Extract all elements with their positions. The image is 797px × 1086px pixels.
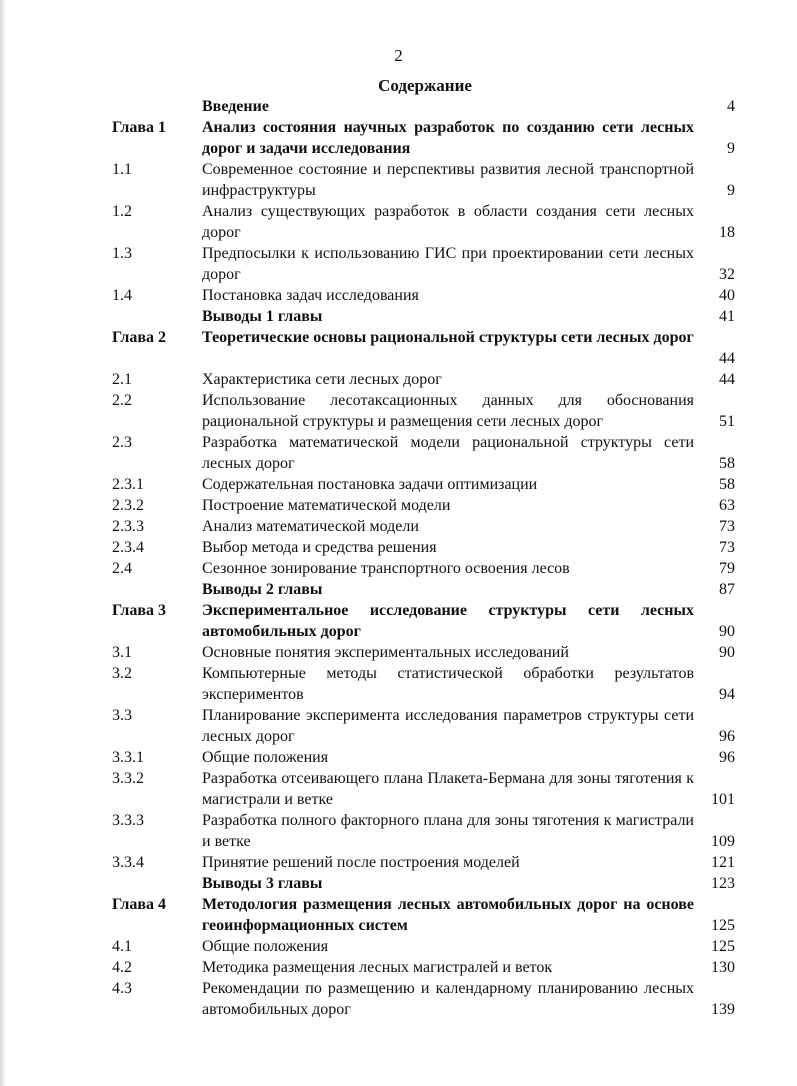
toc-entry <box>0 705 797 747</box>
toc-entry-page: 4 <box>727 98 735 115</box>
toc-entry-number: 2.3.3 <box>112 518 144 535</box>
toc-entry-page: 130 <box>711 959 735 976</box>
toc-entry-title: Выводы 1 главы <box>202 308 323 325</box>
toc-entry-title: Содержательная постановка задачи оптимизации <box>202 476 538 493</box>
toc-entry-title: Разработка полного факторного плана для зоны тяготения к магистрали и ветке <box>202 812 694 850</box>
toc-entry-number: Глава 3 <box>112 602 166 619</box>
toc-entry-number: Глава 4 <box>112 896 166 913</box>
toc-entry-number: Глава 1 <box>112 119 166 136</box>
toc-entry-title: Постановка задач исследования <box>202 287 419 304</box>
toc-entry-title: Разработка отсеивающего плана Плакета-Бермана для зоны тяготения к магистрали и ветке <box>202 770 694 808</box>
toc-entry <box>0 747 797 768</box>
toc-entry-page: 96 <box>719 728 735 745</box>
toc-entry <box>0 600 797 642</box>
toc-entry-title: Выбор метода и средства решения <box>202 539 437 556</box>
toc-entry-title: Выводы 2 главы <box>202 581 323 598</box>
toc-entry-title: Принятие решений после построения моделей <box>202 854 520 871</box>
toc-entry-title: Разработка математической модели рациональной структуры сети лесных дорог <box>202 434 694 472</box>
toc-entry-page: 44 <box>719 350 735 367</box>
toc-entry-number: 2.3.1 <box>112 476 144 493</box>
toc-entry <box>0 306 797 327</box>
toc-entry <box>0 894 797 936</box>
toc-entry-title: Анализ состояния научных разработок по созданию сети лесных дорог и задачи исследования <box>202 119 694 157</box>
toc-entry-page: 9 <box>727 140 735 157</box>
toc-entry-number: 2.2 <box>112 392 132 409</box>
toc-entry <box>0 663 797 705</box>
toc-entry-title: Общие положения <box>202 938 329 955</box>
toc-entry-title: Анализ математической модели <box>202 518 419 535</box>
toc-entry-number: 4.1 <box>112 938 132 955</box>
toc-entry-number: 3.3.2 <box>112 770 144 787</box>
toc-entry-number: 3.3.3 <box>112 812 144 829</box>
toc-entry-page: 63 <box>719 497 735 514</box>
toc-entry-title: Теоретические основы рациональной структуры сети лесных дорог <box>202 329 694 346</box>
toc-entry-number: 2.3.4 <box>112 539 144 556</box>
toc-entry-page: 40 <box>719 287 735 304</box>
toc-entry <box>0 852 797 873</box>
toc-entry-page: 79 <box>719 560 735 577</box>
toc-entry-page: 87 <box>719 581 735 598</box>
toc-entry-page: 101 <box>711 791 735 808</box>
toc-entry-title: Компьютерные методы статистической обработки результатов экспериментов <box>202 665 694 703</box>
toc-entry-page: 125 <box>711 917 735 934</box>
toc-entry <box>0 117 797 159</box>
toc-entry <box>0 495 797 516</box>
toc-entry <box>0 558 797 579</box>
toc-entry <box>0 768 797 810</box>
toc-entry-title: Методика размещения лесных магистралей и веток <box>202 959 553 976</box>
page-number: 2 <box>394 46 403 65</box>
toc-entry <box>0 369 797 390</box>
toc-entry-page: 121 <box>711 854 735 871</box>
toc-entry <box>0 327 797 369</box>
toc-entry <box>0 579 797 600</box>
toc-entry <box>0 873 797 894</box>
toc-entry <box>0 432 797 474</box>
toc-entry-number: 2.3.2 <box>112 497 144 514</box>
toc-entry <box>0 516 797 537</box>
toc-entry-number: 4.3 <box>112 980 132 997</box>
toc-entry <box>0 810 797 852</box>
toc-entry-number: 1.2 <box>112 203 132 220</box>
toc-entry-page: 139 <box>711 1001 735 1018</box>
toc-entry-title: Введение <box>202 98 269 115</box>
toc-entry-page: 73 <box>719 518 735 535</box>
toc-entry <box>0 537 797 558</box>
toc-entry-page: 9 <box>727 182 735 199</box>
toc-entry <box>0 243 797 285</box>
toc-entry-number: 2.1 <box>112 371 132 388</box>
toc-entry-number: 2.3 <box>112 434 132 451</box>
toc-entry-page: 73 <box>719 539 735 556</box>
toc-entry-number: 3.3 <box>112 707 132 724</box>
toc-entry-number: 1.3 <box>112 245 132 262</box>
toc-entry-title: Общие положения <box>202 749 329 766</box>
toc-entry-title: Рекомендации по размещению и календарному планированию лесных автомобильных дорог <box>202 980 694 1018</box>
toc-entry-number: 2.4 <box>112 560 132 577</box>
toc-entry-title: Методология размещения лесных автомобильных дорог на основе геоинформационных систем <box>202 896 694 934</box>
toc-entry-title: Выводы 3 главы <box>202 875 323 892</box>
toc-entry-number: 3.1 <box>112 644 132 661</box>
toc-entry-number: 3.3.1 <box>112 749 144 766</box>
toc-entry-page: 125 <box>711 938 735 955</box>
toc-entry-page: 18 <box>719 224 735 241</box>
toc-entry-title: Основные понятия экспериментальных исследований <box>202 644 569 661</box>
toc-entry-number: 3.2 <box>112 665 132 682</box>
toc-entry-title: Построение математической модели <box>202 497 451 514</box>
toc-entry-page: 94 <box>719 686 735 703</box>
toc-entry-number: 4.2 <box>112 959 132 976</box>
toc-entry-page: 41 <box>719 308 735 325</box>
toc-entry-page: 96 <box>719 749 735 766</box>
toc-entry-page: 32 <box>719 266 735 283</box>
toc-entry-page: 44 <box>719 371 735 388</box>
toc-entry-title: Современное состояние и перспективы развития лесной транспортной инфраструктуры <box>202 161 694 199</box>
toc-entry-number: 3.3.4 <box>112 854 144 871</box>
toc-entry-page: 90 <box>719 623 735 640</box>
toc-entry <box>0 978 797 1020</box>
toc-entry <box>0 957 797 978</box>
toc-entry-title: Анализ существующих разработок в области создания сети лесных дорог <box>202 203 694 241</box>
toc-entry-title: Экспериментальное исследование структуры сети лесных автомобильных дорог <box>202 602 694 640</box>
toc-entry <box>0 642 797 663</box>
toc-entry-page: 109 <box>711 833 735 850</box>
toc-entry <box>0 96 797 117</box>
toc-entry <box>0 285 797 306</box>
toc-entry-page: 58 <box>719 455 735 472</box>
toc-entry-title: Сезонное зонирование транспортного освоения лесов <box>202 560 570 577</box>
toc-entry-title: Использование лесотаксационных данных для обоснования рациональной структуры и размещения сети лесных дорог <box>202 392 694 430</box>
toc-entry-page: 51 <box>719 413 735 430</box>
toc-title: Содержание <box>378 76 472 95</box>
toc-entry-title: Характеристика сети лесных дорог <box>202 371 442 388</box>
toc-entry <box>0 390 797 432</box>
toc-entry-title: Предпосылки к использованию ГИС при проектировании сети лесных дорог <box>202 245 694 283</box>
toc-entry-page: 123 <box>711 875 735 892</box>
toc-entry <box>0 474 797 495</box>
toc-entry-number: 1.1 <box>112 161 132 178</box>
toc-entry-page: 58 <box>719 476 735 493</box>
toc-entry-page: 90 <box>719 644 735 661</box>
toc-entry-number: 1.4 <box>112 287 132 304</box>
toc-entry <box>0 159 797 201</box>
toc-entry-number: Глава 2 <box>112 329 166 346</box>
toc-entry <box>0 201 797 243</box>
toc-entry-title: Планирование эксперимента исследования параметров структуры сети лесных дорог <box>202 707 694 745</box>
toc-entry <box>0 936 797 957</box>
table-of-contents <box>0 96 797 1020</box>
